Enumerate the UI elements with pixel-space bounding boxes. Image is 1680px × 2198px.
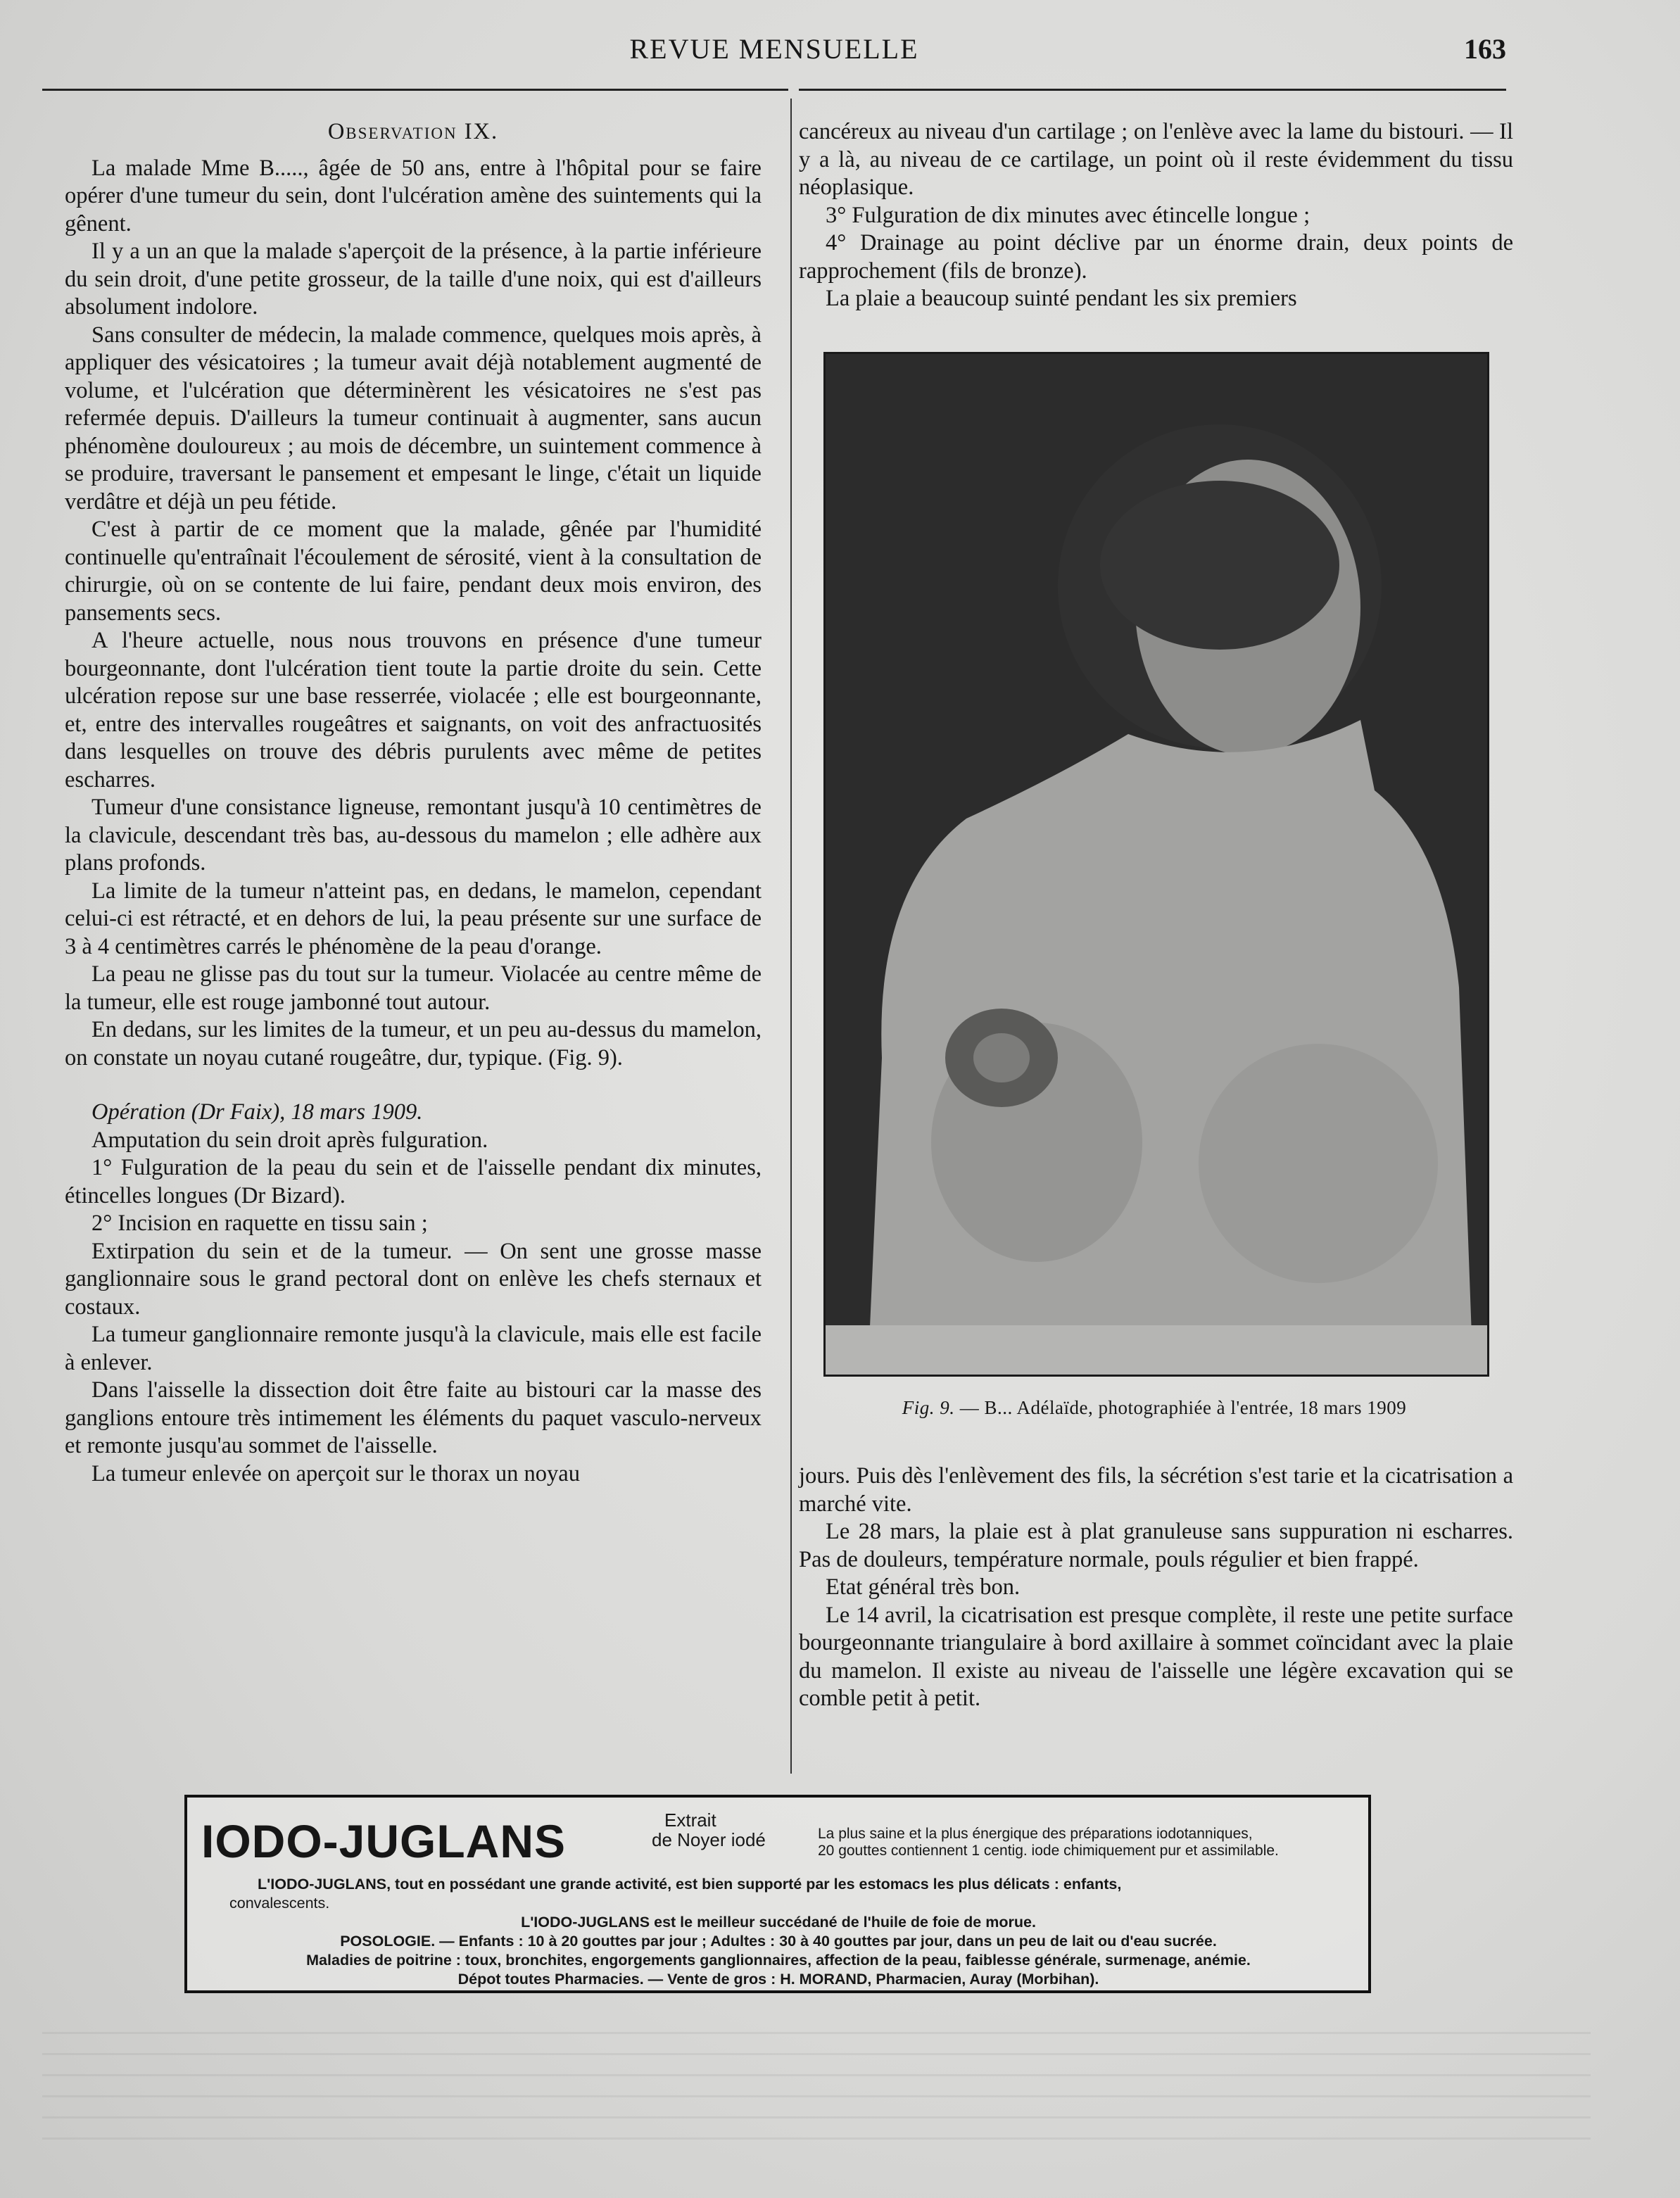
ad-tagline — [818, 1826, 1360, 1859]
paragraph: cancéreux au niveau d'un cartilage ; on l'enlève avec la lame du bistouri. — Il y a là, au niveau de ce cartilage, un point où il reste évidemment du tissu néoplasique. — [799, 119, 1513, 200]
ad-line: convalescents. — [229, 1895, 330, 1912]
journal-title: REVUE MENSUELLE — [629, 33, 919, 65]
header-rule-left — [42, 89, 788, 91]
observation-title: Observation IX. — [327, 119, 499, 144]
right-column-bottom — [799, 1463, 1513, 1713]
paragraph: 4° Drainage au point déclive par un énorme drain, deux points de rapprochement (fils de bronze). — [799, 230, 1513, 284]
page-number: 163 — [1464, 33, 1506, 65]
operation-heading: Opération (Dr Faix), 18 mars 1909. — [91, 1099, 423, 1125]
patient-photograph — [823, 352, 1489, 1377]
paragraph: En dedans, sur les limites de la tumeur, et un peu au-dessus du mamelon, on constate un noyau cutané rougeâtre, dur, typique. (Fig. 9). — [65, 1017, 762, 1070]
paragraph: Tumeur d'une consistance ligneuse, remontant jusqu'à 10 centimètres de la clavicule, descendant très bas, au-dessous du mamelon ; elle adhère aux plans profonds. — [65, 795, 762, 876]
photograph-image — [826, 354, 1487, 1375]
paragraph: La peau ne glisse pas du tout sur la tumeur. Violacée au centre même de la tumeur, elle est rouge jambonné tout autour. — [65, 961, 762, 1015]
ad-line: Dépot toutes Pharmacies. — Vente de gros : H. MORAND, Pharmacien, Auray (Morbihan). — [457, 1971, 1099, 1988]
advertisement-box — [184, 1795, 1371, 1993]
caption-text: — B... Adélaïde, photographiée à l'entrée, 18 mars 1909 — [959, 1397, 1407, 1418]
paragraph: 1° Fulguration de la peau du sein et de l'aisselle pendant dix minutes, étincelles longues (Dr Bizard). — [65, 1155, 762, 1208]
paragraph: La tumeur ganglionnaire remonte jusqu'à la clavicule, mais elle est facile à enlever. — [65, 1322, 762, 1375]
paragraph: A l'heure actuelle, nous nous trouvons en présence d'une tumeur bourgeonnante, dont l'ulcération tient toute la partie droite du sein. Cette ulcération repose sur une base resserrée, violacée ; elle est bourgeonnante, et, entre des intervalles rougeâtres et saignants, on voit des anfractuosités dans lesquelles on trouve des débris purulents avec même de petites escharres. — [65, 628, 762, 792]
ad-line: L'IODO-JUGLANS, tout en possédant une grande activité, est bien supporté par les estomacs les plus délicats : enfants, — [258, 1876, 1122, 1893]
column-divider — [790, 99, 792, 1774]
ad-line: Maladies de poitrine : toux, bronchites, engorgements ganglionnaires, affection de la peau, faiblesse générale, surmenage, anémie. — [306, 1952, 1251, 1969]
left-column — [65, 118, 762, 1488]
ad-extract-line2: de Noyer iodé — [652, 1829, 766, 1850]
right-column-top — [799, 118, 1513, 313]
paragraph: Sans consulter de médecin, la malade commence, quelques mois après, à appliquer des vésicatoires ; la tumeur avait déjà notablement augmenté de volume, et l'ulcération que déterminèrent les vésicatoires ne s'est pas refermée depuis. D'ailleurs la tumeur continuait à augmenter, sans aucun phénomène douloureux ; au mois de décembre, un suintement commence à se produire, traversant le pansement et empesant le linge, c'était un liquide verdâtre et déjà un peu fétide. — [65, 322, 762, 514]
ad-extract — [639, 1810, 766, 1850]
header-rule-right — [799, 89, 1506, 91]
paragraph: C'est à partir de ce moment que la malade, gênée par l'humidité continuelle qu'entraînait l'écoulement de sérosité, vient à la consultation de chirurgie, où on se contente de lui faire, pendant deux mois environ, des pansements secs. — [65, 517, 762, 626]
paragraph: La tumeur enlevée on aperçoit sur le thorax un noyau — [91, 1460, 580, 1486]
ad-line: POSOLOGIE. — Enfants : 10 à 20 gouttes par jour ; Adultes : 30 à 40 gouttes par jour, dans un peu de lait ou d'eau sucrée. — [340, 1933, 1217, 1950]
figure-caption — [809, 1397, 1499, 1419]
faint-show-through — [42, 2013, 1591, 2140]
paragraph: Etat général très bon. — [826, 1574, 1021, 1600]
paragraph: 3° Fulguration de dix minutes avec étincelle longue ; — [826, 202, 1310, 228]
ad-tagline-line2: 20 gouttes contiennent 1 centig. iode chimiquement pur et assimilable. — [818, 1843, 1279, 1859]
paragraph: La malade Mme B....., âgée de 50 ans, entre à l'hôpital pour se faire opérer d'une tumeur du sein, dont l'ulcération amène des suintements qui la gênent. — [65, 155, 762, 236]
ad-line: L'IODO-JUGLANS est le meilleur succédané de l'huile de foie de morue. — [521, 1914, 1036, 1931]
paragraph: La limite de la tumeur n'atteint pas, en dedans, le mamelon, cependant celui-ci est rétracté, et en dehors de lui, la peau présente sur une surface de 3 à 4 centimètres carrés le phénomène de la peau d'orange. — [65, 878, 762, 959]
paragraph: La plaie a beaucoup suinté pendant les six premiers — [826, 286, 1297, 311]
figure-label: Fig. 9. — [902, 1397, 955, 1418]
ad-body — [208, 1875, 1349, 1989]
paragraph: Dans l'aisselle la dissection doit être faite au bistouri car la masse des ganglions entoure très intimement les éléments du paquet vasculo-nerveux et remonte jusqu'au sommet de l'aisselle. — [65, 1377, 762, 1458]
paragraph: jours. Puis dès l'enlèvement des fils, la sécrétion s'est tarie et la cicatrisation a marché vite. — [799, 1463, 1513, 1517]
paragraph: Le 28 mars, la plaie est à plat granuleuse sans suppuration ni escharres. Pas de douleurs, température normale, pouls régulier et bien frappé. — [799, 1519, 1513, 1572]
page-header — [42, 27, 1506, 69]
paragraph: Extirpation du sein et de la tumeur. — On sent une grosse masse ganglionnaire sous le grand pectoral dont on enlève les chefs sternaux et costaux. — [65, 1238, 762, 1320]
ad-brand-name: IODO-JUGLANS — [201, 1815, 567, 1867]
paragraph: Le 14 avril, la cicatrisation est presque complète, il reste une petite surface bourgeonnante triangulaire à bord axillaire à sommet coïncidant avec la plaie du mamelon. Il existe au niveau de l'aisselle une légère excavation qui se comble petit à petit. — [799, 1602, 1513, 1711]
ad-tagline-line1: La plus saine et la plus énergique des préparations iodotanniques, — [818, 1826, 1253, 1842]
paragraph: Il y a un an que la malade s'aperçoit de la présence, à la partie inférieure du sein droit, d'une petite grosseur, de la taille d'une noix, qui est d'ailleurs absolument indolore. — [65, 239, 762, 320]
paragraph: Amputation du sein droit après fulguration. — [91, 1127, 488, 1153]
ad-extract-line1: Extrait — [664, 1809, 716, 1831]
paragraph: 2° Incision en raquette en tissu sain ; — [91, 1211, 428, 1236]
